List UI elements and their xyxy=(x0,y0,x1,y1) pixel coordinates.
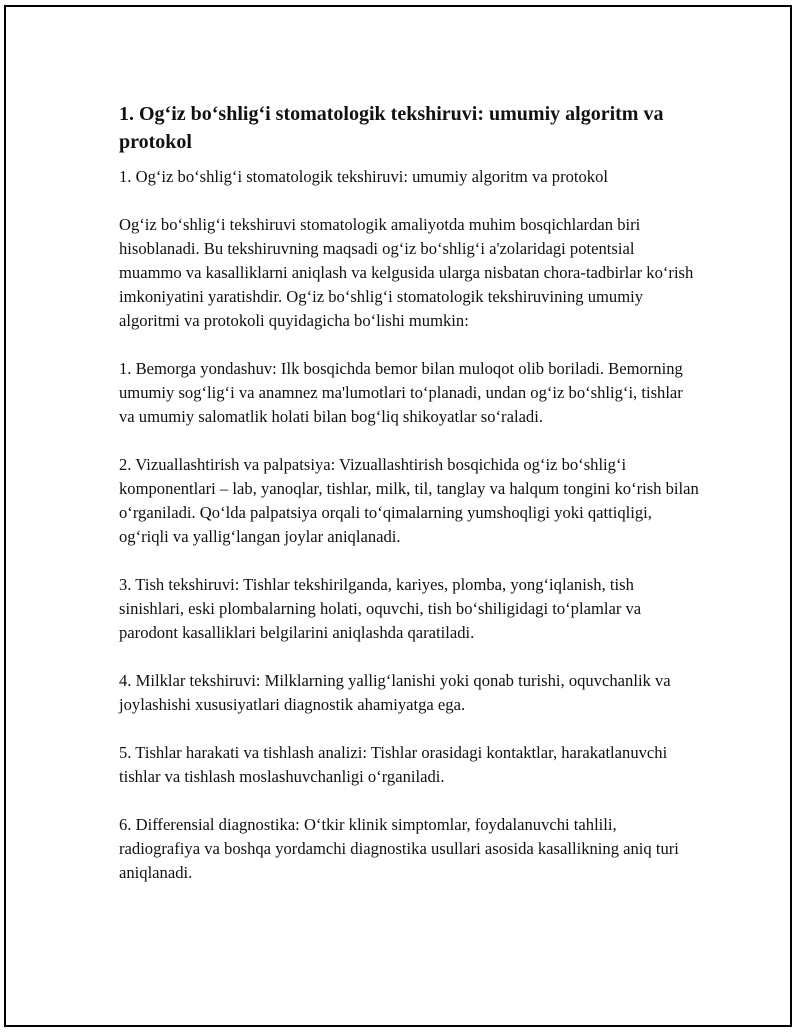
page-frame xyxy=(4,5,792,1027)
paragraph-step-2: 2. Vizuallashtirish va palpatsiya: Vizuallashtirish bosqichida og‘iz bo‘shlig‘i komponentlari – lab, yanoqlar, tishlar, milk, til, tanglay va halqum tongini ko‘rish bilan o‘rganiladi. Qo‘lda palpatsiya orqali to‘qimalarning yumshoqligi yoki qattiqligi, og‘riqli va yallig‘langan joylar aniqlanadi. xyxy=(119,455,699,546)
paragraph-step-3: 3. Tish tekshiruvi: Tishlar tekshirilganda, kariyes, plomba, yong‘iqlanish, tish sinishlari, eski plombalarning holati, oquvchi, tish bo‘shiligidagi to‘plamlar va parodont kasalliklari belgilarini aniqlashda qaratiladi. xyxy=(119,575,642,642)
paragraph-step-5: 5. Tishlar harakati va tishlash analizi: Tishlar orasidagi kontaktlar, harakatlanuvchi tishlar va tishlash moslashuvchanligi o‘rganiladi. xyxy=(119,743,668,786)
document-subtitle: 1. Og‘iz bo‘shlig‘i stomatologik tekshiruvi: umumiy algoritm va protokol xyxy=(119,167,609,186)
intro-paragraph: Og‘iz bo‘shlig‘i tekshiruvi stomatologik amaliyotda muhim bosqichlardan biri hisoblanadi. Bu tekshiruvning maqsadi og‘iz bo‘shlig‘i a'zolaridagi potentsial muammo va kasalliklarni aniqlash va kelgusida ularga nisbatan chora-tadbirlar ko‘rish imkoniyatini yaratishdir. Og‘iz bo‘shlig‘i stomatologik tekshiruvining umumiy algoritmi va protokoli quyidagicha bo‘lishi mumkin: xyxy=(119,215,694,330)
paragraph-step-6: 6. Differensial diagnostika: O‘tkir klinik simptomlar, foydalanuvchi tahlili, radiografiya va boshqa yordamchi diagnostika usullari asosida kasallikning aniq turi aniqlanadi. xyxy=(119,815,679,882)
document-body xyxy=(119,100,699,909)
document-title: 1. Og‘iz bo‘shlig‘i stomatologik tekshiruvi: umumiy algoritm va protokol xyxy=(119,103,664,153)
paragraph-step-4: 4. Milklar tekshiruvi: Milklarning yallig‘lanishi yoki qonab turishi, oquvchanlik va joylashishi xususiyatlari diagnostik ahamiyatga ega. xyxy=(119,671,671,714)
paragraph-step-1: 1. Bemorga yondashuv: Ilk bosqichda bemor bilan muloqot olib boriladi. Bemorning umumiy sog‘lig‘i va anamnez ma'lumotlari to‘planadi, undan og‘iz bo‘shlig‘i, tishlar va umumiy salomatlik holati bilan bog‘liq shikoyatlar so‘raladi. xyxy=(119,359,683,426)
